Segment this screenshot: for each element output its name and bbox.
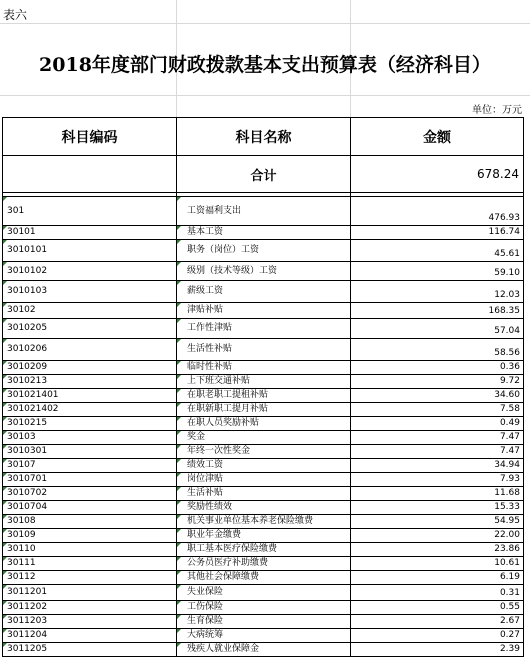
sheet-label: 表六	[3, 8, 28, 22]
row-amount-cell[interactable]: 168.35	[351, 303, 524, 319]
table-row	[3, 487, 524, 501]
table-row	[3, 197, 524, 226]
row-name-cell[interactable]: 绩效工资	[177, 459, 351, 473]
row-name-cell[interactable]: 岗位津贴	[177, 473, 351, 487]
header-amount[interactable]: 金额	[351, 118, 524, 156]
row-code-cell[interactable]: 3010702	[3, 487, 177, 501]
row-code-cell[interactable]: 30112	[3, 571, 177, 585]
table-row	[3, 281, 524, 303]
row-name-cell[interactable]: 职业年金缴费	[177, 529, 351, 543]
table-body	[3, 197, 524, 657]
row-code-cell[interactable]: 3011204	[3, 629, 177, 643]
row-amount-cell[interactable]: 0.31	[351, 585, 524, 601]
table-row	[3, 643, 524, 657]
row-name-cell[interactable]: 奖励性绩效	[177, 501, 351, 515]
row-name-cell[interactable]: 在职老职工提租补贴	[177, 389, 351, 403]
row-code-cell[interactable]: 3011205	[3, 643, 177, 657]
row-amount-cell[interactable]: 7.47	[351, 445, 524, 459]
row-amount-cell[interactable]: 7.47	[351, 431, 524, 445]
table-row	[3, 473, 524, 487]
row-name-cell[interactable]: 其他社会保障缴费	[177, 571, 351, 585]
row-name-cell[interactable]: 基本工资	[177, 226, 351, 240]
header-row	[3, 118, 524, 156]
row-name-cell[interactable]: 奖金	[177, 431, 351, 445]
grid-line	[0, 95, 530, 96]
table-row	[3, 601, 524, 615]
table-row	[3, 529, 524, 543]
row-code-cell[interactable]: 30103	[3, 431, 177, 445]
row-amount-cell[interactable]: 15.33	[351, 501, 524, 515]
row-amount-cell[interactable]: 12.03	[351, 281, 524, 303]
row-amount-cell[interactable]: 45.61	[351, 240, 524, 262]
table-row	[3, 240, 524, 262]
row-name-cell[interactable]: 生活性补贴	[177, 339, 351, 361]
row-code-cell[interactable]: 3010102	[3, 262, 177, 281]
table-row	[3, 459, 524, 473]
row-amount-cell[interactable]: 9.72	[351, 375, 524, 389]
row-amount-cell[interactable]: 6.19	[351, 571, 524, 585]
row-code-cell[interactable]: 3010701	[3, 473, 177, 487]
table-row	[3, 629, 524, 643]
row-code-cell[interactable]: 3011202	[3, 601, 177, 615]
row-name-cell[interactable]: 年终一次性奖金	[177, 445, 351, 459]
row-code-cell[interactable]: 3010101	[3, 240, 177, 262]
row-name-cell[interactable]: 大病统筹	[177, 629, 351, 643]
table-row	[3, 389, 524, 403]
row-name-cell[interactable]: 工伤保险	[177, 601, 351, 615]
row-amount-cell[interactable]: 10.61	[351, 557, 524, 571]
row-amount-cell[interactable]: 116.74	[351, 226, 524, 240]
row-name-cell[interactable]: 津贴补贴	[177, 303, 351, 319]
row-code-cell[interactable]: 30102	[3, 303, 177, 319]
table-row	[3, 226, 524, 240]
table-row	[3, 557, 524, 571]
row-amount-cell[interactable]: 58.56	[351, 339, 524, 361]
row-name-cell[interactable]: 上下班交通补贴	[177, 375, 351, 389]
row-name-cell[interactable]: 在职新职工提月补贴	[177, 403, 351, 417]
row-code-cell[interactable]: 3011203	[3, 615, 177, 629]
table-row	[3, 571, 524, 585]
row-name-cell[interactable]: 级别（技术等级）工资	[177, 262, 351, 281]
row-name-cell[interactable]: 机关事业单位基本养老保险缴费	[177, 515, 351, 529]
row-code-cell[interactable]: 30111	[3, 557, 177, 571]
row-amount-cell[interactable]: 57.04	[351, 319, 524, 339]
table-row	[3, 303, 524, 319]
row-amount-cell[interactable]: 22.00	[351, 529, 524, 543]
row-amount-cell[interactable]: 476.93	[351, 197, 524, 226]
row-name-cell[interactable]: 生育保险	[177, 615, 351, 629]
row-amount-cell[interactable]: 54.95	[351, 515, 524, 529]
row-code-cell[interactable]: 30108	[3, 515, 177, 529]
row-code-cell[interactable]: 30101	[3, 226, 177, 240]
row-code-cell[interactable]: 3010704	[3, 501, 177, 515]
row-code-cell[interactable]: 3010213	[3, 375, 177, 389]
table-row	[3, 615, 524, 629]
table-row	[3, 417, 524, 431]
row-code-cell[interactable]: 3010215	[3, 417, 177, 431]
row-code-cell[interactable]: 3010103	[3, 281, 177, 303]
page-title: 2018年度部门财政拨款基本支出预算表（经济科目）	[39, 54, 491, 76]
row-name-cell[interactable]: 公务员医疗补助缴费	[177, 557, 351, 571]
row-code-cell[interactable]: 3010301	[3, 445, 177, 459]
row-amount-cell[interactable]: 34.60	[351, 389, 524, 403]
row-amount-cell[interactable]: 23.86	[351, 543, 524, 557]
row-name-cell[interactable]: 职工基本医疗保险缴费	[177, 543, 351, 557]
table-row	[3, 543, 524, 557]
row-amount-cell[interactable]: 2.39	[351, 643, 524, 657]
row-amount-cell[interactable]: 0.49	[351, 417, 524, 431]
table-row	[3, 445, 524, 459]
table-row	[3, 339, 524, 361]
table-row	[3, 431, 524, 445]
row-amount-cell[interactable]: 2.67	[351, 615, 524, 629]
unit-label: 单位：万元	[472, 105, 522, 116]
row-amount-cell[interactable]: 0.55	[351, 601, 524, 615]
row-amount-cell[interactable]: 11.68	[351, 487, 524, 501]
row-name-cell[interactable]: 职务（岗位）工资	[177, 240, 351, 262]
row-amount-cell[interactable]: 0.27	[351, 629, 524, 643]
total-amount[interactable]: 678.24	[351, 156, 524, 193]
row-code-cell[interactable]: 301	[3, 197, 177, 226]
total-code-cell[interactable]	[3, 156, 177, 193]
table-row	[3, 319, 524, 339]
table-row	[3, 501, 524, 515]
table-row	[3, 585, 524, 601]
total-row	[3, 156, 524, 193]
row-code-cell[interactable]: 3011201	[3, 585, 177, 601]
row-name-cell[interactable]: 工作性津贴	[177, 319, 351, 339]
row-amount-cell[interactable]: 59.10	[351, 262, 524, 281]
row-name-cell[interactable]: 工资福利支出	[177, 197, 351, 226]
row-amount-cell[interactable]: 34.94	[351, 459, 524, 473]
row-name-cell[interactable]: 生活补贴	[177, 487, 351, 501]
row-name-cell[interactable]: 临时性补贴	[177, 361, 351, 375]
row-amount-cell[interactable]: 0.36	[351, 361, 524, 375]
grid-line	[0, 23, 530, 24]
row-code-cell[interactable]: 301021402	[3, 403, 177, 417]
row-code-cell[interactable]: 30110	[3, 543, 177, 557]
table-row	[3, 375, 524, 389]
total-label[interactable]: 合计	[177, 156, 351, 193]
row-code-cell[interactable]: 3010205	[3, 319, 177, 339]
row-amount-cell[interactable]: 7.93	[351, 473, 524, 487]
table-row	[3, 361, 524, 375]
row-code-cell[interactable]: 30107	[3, 459, 177, 473]
table-row	[3, 262, 524, 281]
table-row	[3, 403, 524, 417]
row-name-cell[interactable]: 在职人员奖励补贴	[177, 417, 351, 431]
table-row	[3, 515, 524, 529]
header-code[interactable]: 科目编码	[3, 118, 177, 156]
row-name-cell[interactable]: 失业保险	[177, 585, 351, 601]
row-code-cell[interactable]: 30109	[3, 529, 177, 543]
row-amount-cell[interactable]: 7.58	[351, 403, 524, 417]
row-code-cell[interactable]: 301021401	[3, 389, 177, 403]
budget-table	[2, 117, 524, 657]
row-code-cell[interactable]: 3010206	[3, 339, 177, 361]
row-name-cell[interactable]: 薪级工资	[177, 281, 351, 303]
row-code-cell[interactable]: 3010209	[3, 361, 177, 375]
header-name[interactable]: 科目名称	[177, 118, 351, 156]
row-name-cell[interactable]: 残疾人就业保障金	[177, 643, 351, 657]
